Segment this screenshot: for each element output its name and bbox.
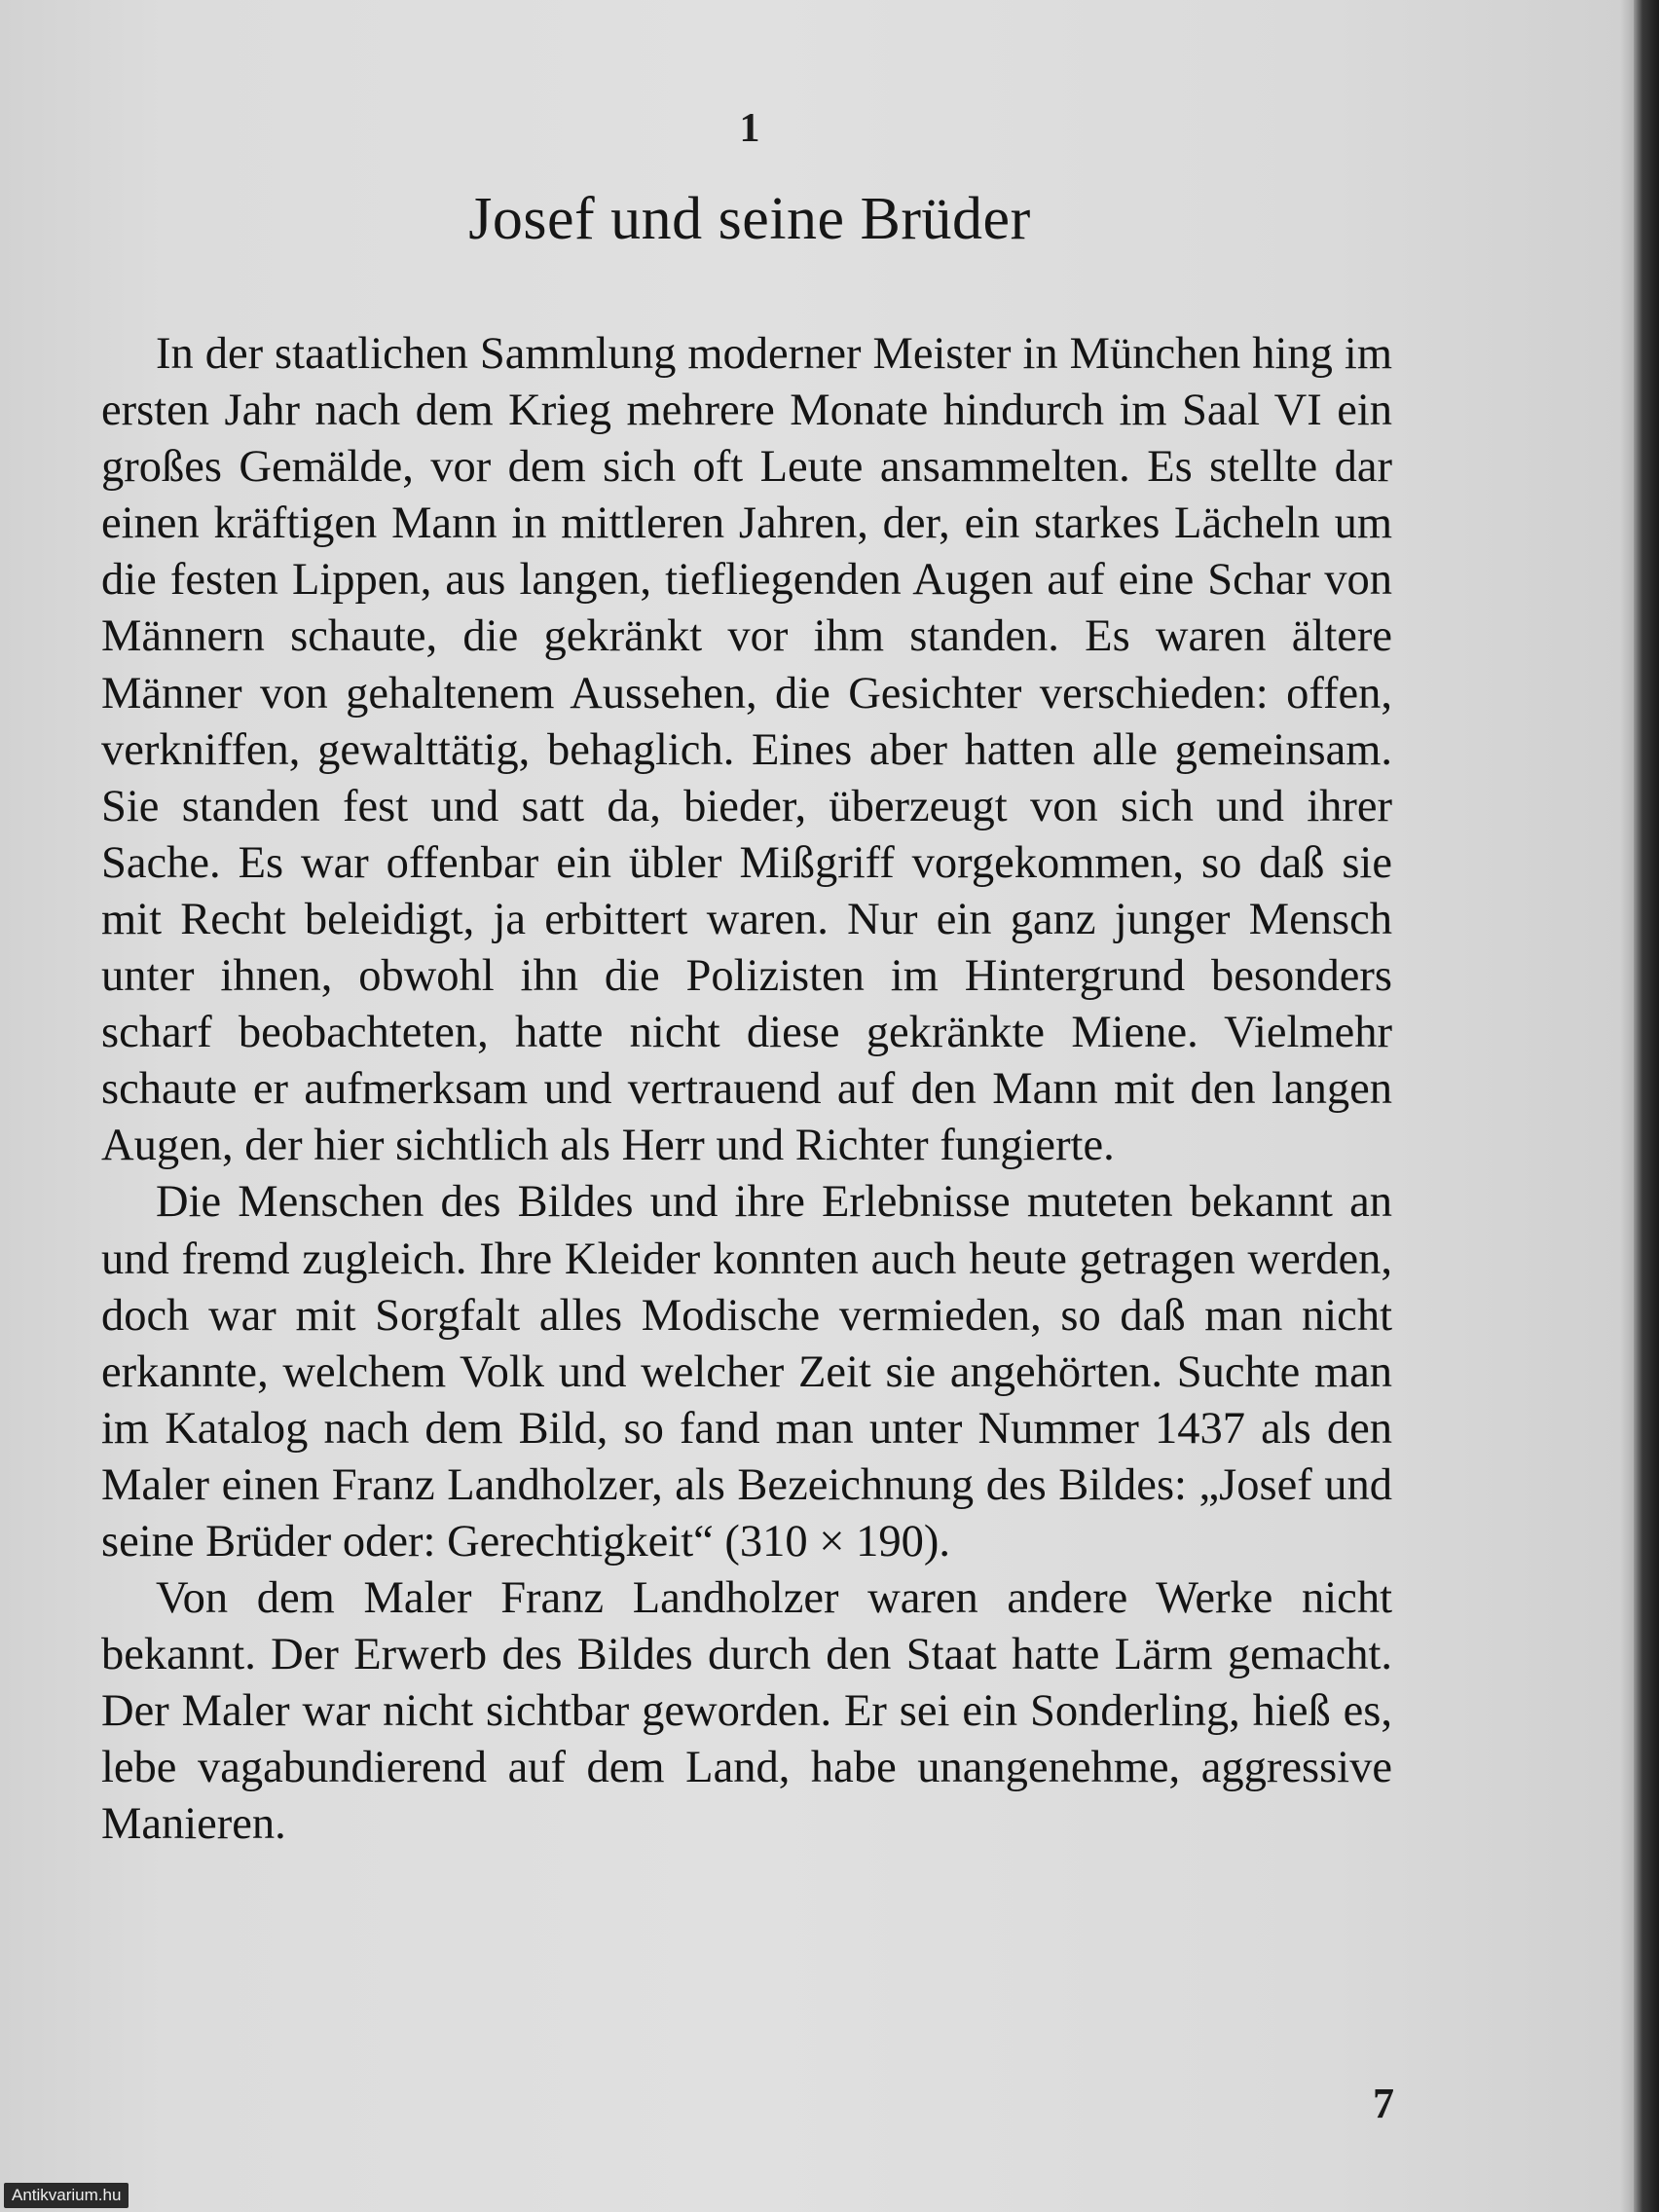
chapter-body bbox=[101, 326, 1392, 1854]
paragraph-1: In der staatlichen Sammlung moderner Meister in München hing im ersten Jahr nach dem Krieg mehrere Monate hindurch im Saal VI ein großes Gemälde, vor dem sich oft Leute ansammelten. Es stellte dar einen kräftigen Mann in mittleren Jahren, der, ein starkes Lächeln um die festen Lippen, aus langen, tiefliegenden Augen auf eine Schar von Männern schaute, die gekränkt vor ihm standen. Es waren ältere Männer von gehaltenem Aussehen, die Gesichter verschieden: offen, verkniffen, gewalttätig, behaglich. Eines aber hatten alle gemeinsam. Sie standen fest und satt da, bieder, überzeugt von sich und ihrer Sache. Es war offenbar ein übler Mißgriff vorgekommen, so daß sie mit Recht beleidigt, ja erbittert waren. Nur ein ganz junger Mensch unter ihnen, obwohl ihn die Polizisten im Hintergrund besonders scharf beobachteten, hatte nicht diese gekränkte Miene. Vielmehr schaute er aufmerksam und vertrauend auf den Mann mit den langen Augen, der hier sichtlich als Herr und Richter fungierte. bbox=[101, 329, 1392, 1171]
chapter-number: 1 bbox=[739, 106, 760, 151]
paragraph-2: Die Menschen des Bildes und ihre Erlebnisse muteten bekannt an und fremd zugleich. Ihre Kleider konnten auch heute getragen werden, doch war mit Sorgfalt alles Modische vermieden, so daß man nicht erkannte, welchem Volk und welcher Zeit sie angehörten. Suchte man im Katalog nach dem Bild, so fand man unter Nummer 1437 als den Maler einen Franz Landholzer, als Bezeichnung des Bildes: „Josef und seine Brüder oder: Gerechtigkeit“ (310 × 190). bbox=[101, 1177, 1392, 1567]
book-spine-shadow bbox=[1634, 0, 1659, 2212]
watermark: Antikvarium.hu bbox=[4, 2183, 129, 2208]
chapter-title: Josef und seine Brüder bbox=[468, 186, 1031, 252]
page-number: 7 bbox=[1373, 2080, 1394, 2127]
paragraph-3: Von dem Maler Franz Landholzer waren andere Werke nicht bekannt. Der Erwerb des Bildes durch den Staat hatte Lärm gemacht. Der Maler war nicht sichtbar geworden. Er sei ein Sonderling, hieß es, lebe vagabundierend auf dem Land, habe unangenehme, aggressive Manieren. bbox=[101, 1573, 1392, 1850]
